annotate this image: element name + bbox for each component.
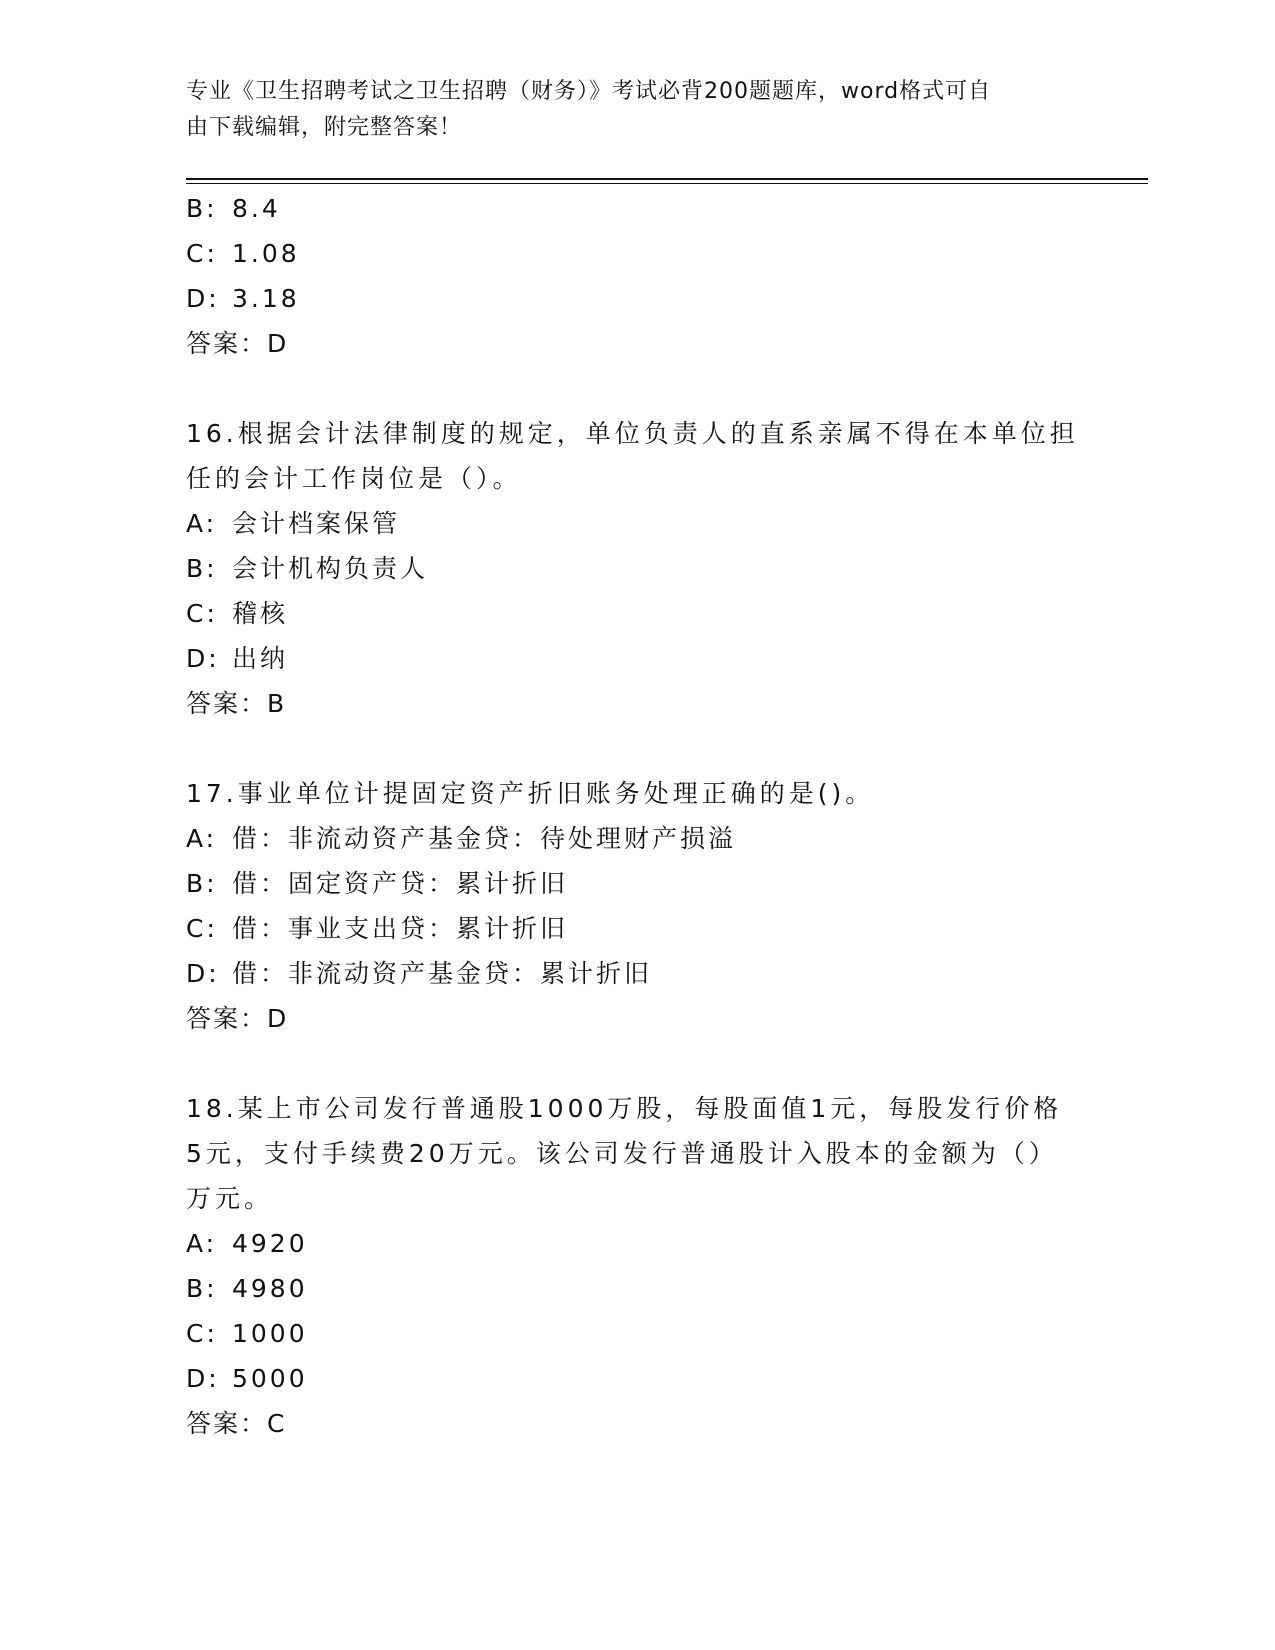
q18-option-a: A: 4920 <box>186 1229 308 1258</box>
q17-option-a: A: 借：非流动资产基金贷：待处理财产损溢 <box>186 824 737 853</box>
q15-option-d: D: 3.18 <box>186 284 300 313</box>
q17-option-c: C: 借：事业支出贷：累计折旧 <box>186 914 569 943</box>
q16-answer: 答案：B <box>186 689 287 718</box>
q18-option-b: B: 4980 <box>186 1274 308 1303</box>
header-divider-thin <box>186 183 1148 184</box>
q16-stem-line-1: 16.根据会计法律制度的规定，单位负责人的直系亲属不得在本单位担 <box>186 419 1079 448</box>
q16-option-a: A: 会计档案保管 <box>186 509 401 538</box>
document-header <box>186 74 1086 146</box>
q16-option-b: B: 会计机构负责人 <box>186 554 429 583</box>
q17-answer: 答案：D <box>186 1004 289 1033</box>
q18-answer: 答案：C <box>186 1409 287 1438</box>
q18-option-d: D: 5000 <box>186 1364 308 1393</box>
q15-option-c: C: 1.08 <box>186 239 300 268</box>
header-divider-thick <box>186 178 1148 180</box>
header-line-1: 专业《卫生招聘考试之卫生招聘（财务）》考试必背200题题库，word格式可自 <box>186 79 992 104</box>
q16-option-d: D: 出纳 <box>186 644 289 673</box>
q15-option-b: B: 8.4 <box>186 194 281 223</box>
q17-option-d: D: 借：非流动资产基金贷：累计折旧 <box>186 959 653 988</box>
q16-option-c: C: 稽核 <box>186 599 289 628</box>
q18-option-c: C: 1000 <box>186 1319 308 1348</box>
header-line-2: 由下载编辑，附完整答案！ <box>186 115 463 140</box>
q16-stem-line-2: 任的会计工作岗位是（）。 <box>186 464 522 493</box>
q18-stem-line-2: 5元，支付手续费20万元。该公司发行普通股计入股本的金额为（） <box>186 1139 1058 1168</box>
q17-stem-line-1: 17.事业单位计提固定资产折旧账务处理正确的是()。 <box>186 779 875 808</box>
q15-answer: 答案：D <box>186 329 289 358</box>
q17-option-b: B: 借：固定资产贷：累计折旧 <box>186 869 569 898</box>
q18-stem-line-1: 18.某上市公司发行普通股1000万股，每股面值1元，每股发行价格 <box>186 1094 1063 1123</box>
q18-stem-line-3: 万元。 <box>186 1184 274 1213</box>
